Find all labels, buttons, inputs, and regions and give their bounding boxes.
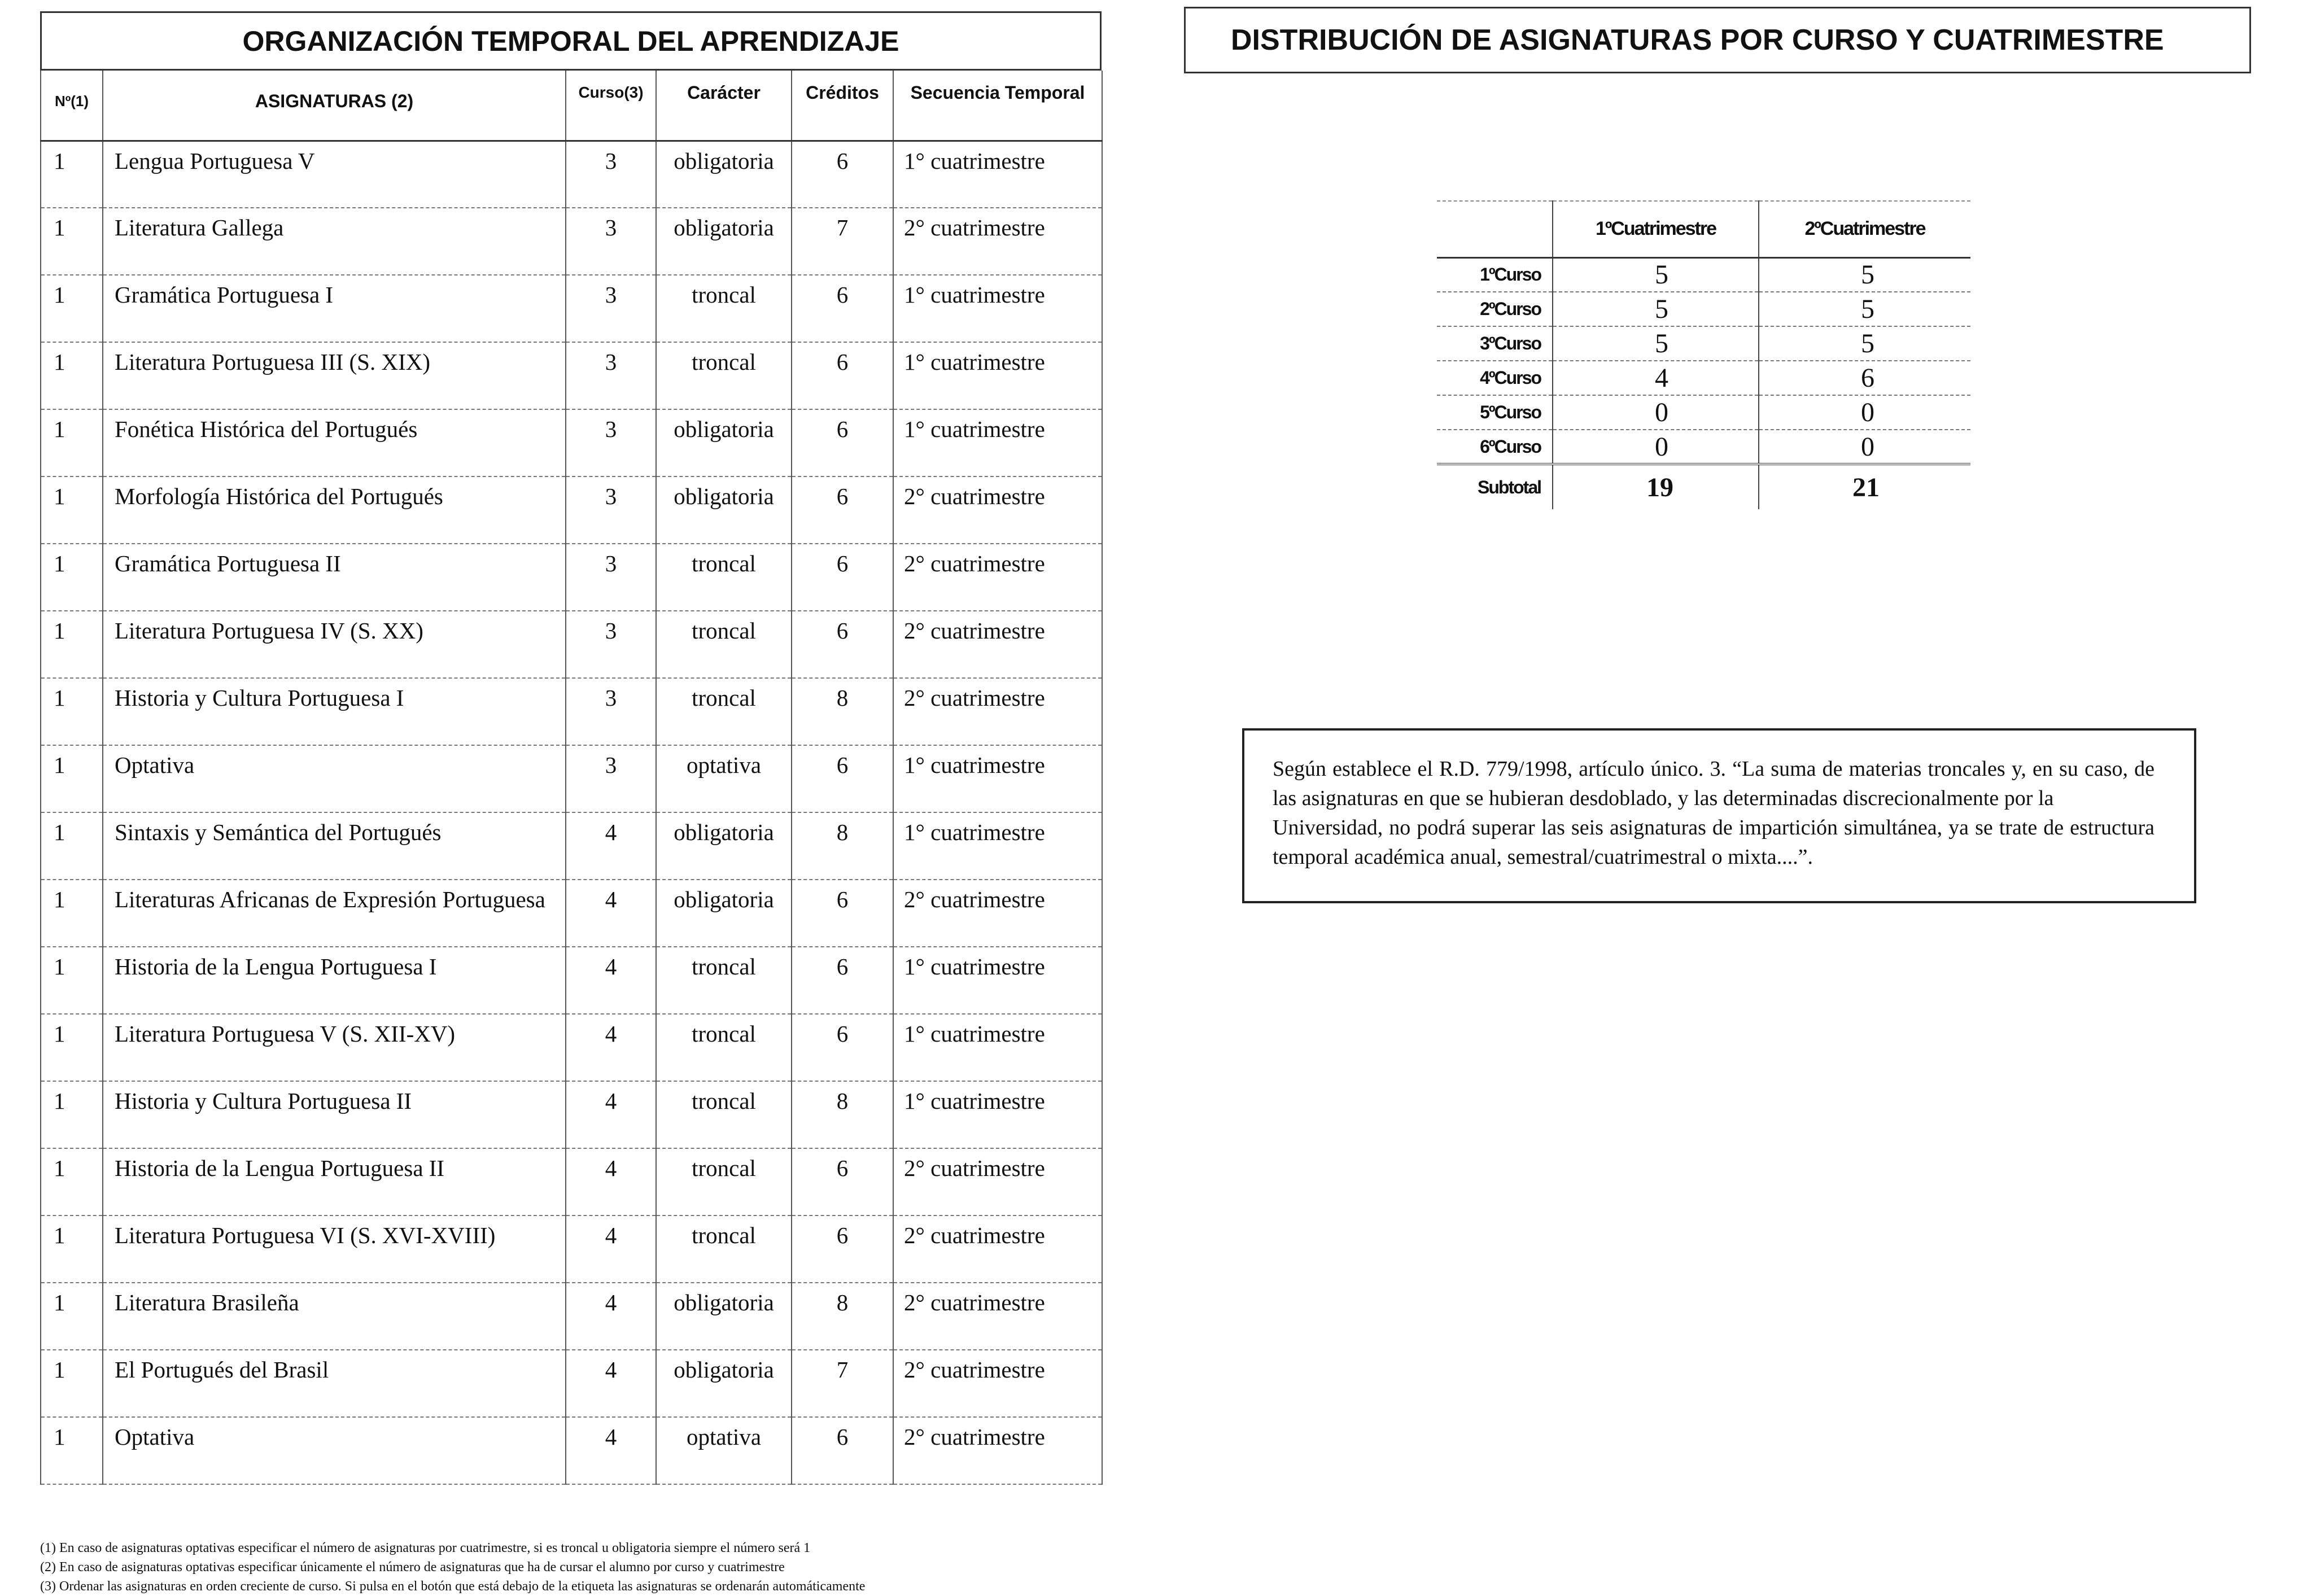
subject-number: 1 [41, 1283, 103, 1350]
subject-number: 1 [41, 611, 103, 678]
summary-row [1437, 395, 1970, 430]
footnote-2: (2) En caso de asignaturas optativas especificar únicamente el número de asignaturas que ha de cursar el alumno por curso y cuatrimestre [40, 1560, 785, 1575]
subject-secuencia: 2° cuatrimestre [893, 476, 1102, 544]
subject-creditos: 6 [792, 745, 893, 812]
subject-caracter: obligatoria [656, 208, 792, 275]
subject-caracter: obligatoria [656, 1283, 792, 1350]
subject-creditos: 6 [792, 476, 893, 544]
subject-secuencia: 1° cuatrimestre [893, 947, 1102, 1014]
summary-cuatrimestre-2: 0 [1759, 395, 1970, 430]
subject-row [41, 544, 1102, 611]
subject-caracter: obligatoria [656, 141, 792, 208]
header-curso: Curso(3) [566, 71, 656, 141]
summary-cuatrimestre-2: 5 [1759, 257, 1970, 292]
subject-caracter: obligatoria [656, 409, 792, 476]
subject-caracter: obligatoria [656, 880, 792, 947]
subject-row [41, 880, 1102, 947]
subject-creditos: 6 [792, 544, 893, 611]
footnotes [40, 1538, 1169, 1596]
subject-curso: 3 [566, 611, 656, 678]
summary-row [1437, 292, 1970, 326]
summary-header-cuatrimestre-1: 1ºCuatrimestre [1553, 201, 1759, 257]
subjects-table [40, 71, 1103, 1485]
subject-caracter: troncal [656, 1148, 792, 1215]
subtotal-cuatrimestre-1: 19 [1553, 464, 1759, 509]
subject-secuencia: 1° cuatrimestre [893, 1081, 1102, 1148]
subject-number: 1 [41, 1081, 103, 1148]
summary-row [1437, 361, 1970, 395]
subject-row [41, 476, 1102, 544]
subject-row [41, 208, 1102, 275]
subject-row [41, 1283, 1102, 1350]
subject-creditos: 6 [792, 947, 893, 1014]
subject-curso: 3 [566, 208, 656, 275]
subject-creditos: 8 [792, 812, 893, 880]
subject-caracter: optativa [656, 745, 792, 812]
subject-number: 1 [41, 275, 103, 342]
subject-number: 1 [41, 947, 103, 1014]
subject-number: 1 [41, 544, 103, 611]
subject-curso: 3 [566, 275, 656, 342]
subject-caracter: troncal [656, 1081, 792, 1148]
subject-secuencia: 2° cuatrimestre [893, 208, 1102, 275]
summary-corner [1437, 201, 1553, 257]
summary-row-label: 1ºCurso [1437, 257, 1553, 292]
summary-cuatrimestre-1: 5 [1553, 326, 1759, 361]
subject-curso: 3 [566, 141, 656, 208]
subject-number: 1 [41, 880, 103, 947]
subject-name: Fonética Histórica del Portugués [103, 409, 566, 476]
subject-creditos: 6 [792, 611, 893, 678]
summary-cuatrimestre-2: 5 [1759, 326, 1970, 361]
subject-creditos: 6 [792, 409, 893, 476]
subject-name: Literatura Gallega [103, 208, 566, 275]
subject-creditos: 8 [792, 1081, 893, 1148]
summary-cuatrimestre-1: 0 [1553, 395, 1759, 430]
footnote-1: (1) En caso de asignaturas optativas especificar el número de asignaturas por cuatrimestre, si es troncal u obligatoria siempre el número será 1 [40, 1541, 811, 1555]
subject-caracter: optativa [656, 1417, 792, 1484]
subject-caracter: troncal [656, 544, 792, 611]
subject-creditos: 6 [792, 1417, 893, 1484]
summary-cuatrimestre-1: 5 [1553, 292, 1759, 326]
subject-caracter: obligatoria [656, 1350, 792, 1417]
subject-row [41, 1081, 1102, 1148]
subject-secuencia: 2° cuatrimestre [893, 1283, 1102, 1350]
subject-row [41, 1148, 1102, 1215]
subject-number: 1 [41, 409, 103, 476]
subject-secuencia: 1° cuatrimestre [893, 141, 1102, 208]
subject-creditos: 6 [792, 880, 893, 947]
summary-row-label: 5ºCurso [1437, 395, 1553, 430]
subject-number: 1 [41, 1215, 103, 1283]
subject-number: 1 [41, 745, 103, 812]
subject-curso: 4 [566, 1014, 656, 1081]
subject-curso: 4 [566, 1283, 656, 1350]
subject-secuencia: 1° cuatrimestre [893, 342, 1102, 409]
subject-secuencia: 2° cuatrimestre [893, 1148, 1102, 1215]
subject-curso: 3 [566, 409, 656, 476]
note-text-line-2: Universidad, no podrá superar las seis asignaturas de impartición simultánea, ya se trate de estructura temporal académica anual, semestral/cuatrimestral o mixta....”. [1273, 816, 2155, 869]
subject-row [41, 1417, 1102, 1484]
subject-creditos: 7 [792, 1350, 893, 1417]
summary-header-row [1437, 201, 1970, 257]
subject-secuencia: 2° cuatrimestre [893, 1350, 1102, 1417]
subject-name: Literatura Portuguesa VI (S. XVI-XVIII) [103, 1215, 566, 1283]
header-asignaturas: ASIGNATURAS (2) [103, 71, 566, 141]
left-table-title: ORGANIZACIÓN TEMPORAL DEL APRENDIZAJE [40, 11, 1102, 71]
subject-row [41, 812, 1102, 880]
subject-caracter: obligatoria [656, 812, 792, 880]
right-section-title: DISTRIBUCIÓN DE ASIGNATURAS POR CURSO Y CUATRIMESTRE [1184, 7, 2251, 73]
summary-row [1437, 430, 1970, 464]
subject-curso: 4 [566, 1081, 656, 1148]
subject-row [41, 611, 1102, 678]
subject-secuencia: 2° cuatrimestre [893, 678, 1102, 745]
subject-secuencia: 2° cuatrimestre [893, 544, 1102, 611]
subject-row [41, 947, 1102, 1014]
subject-curso: 4 [566, 1215, 656, 1283]
subject-caracter: troncal [656, 947, 792, 1014]
footnote-3: (3) Ordenar las asignaturas en orden creciente de curso. Si pulsa en el botón que está debajo de la etiqueta las asignaturas se ordenarán automáticamente [40, 1579, 866, 1594]
subject-creditos: 6 [792, 141, 893, 208]
header-caracter: Carácter [656, 71, 792, 141]
subject-caracter: troncal [656, 342, 792, 409]
subject-creditos: 6 [792, 1215, 893, 1283]
subject-creditos: 6 [792, 342, 893, 409]
subject-secuencia: 1° cuatrimestre [893, 409, 1102, 476]
subject-curso: 4 [566, 1350, 656, 1417]
summary-cuatrimestre-1: 5 [1553, 257, 1759, 292]
subject-creditos: 6 [792, 275, 893, 342]
subject-name: Historia y Cultura Portuguesa II [103, 1081, 566, 1148]
subject-name: El Portugués del Brasil [103, 1350, 566, 1417]
subject-curso: 4 [566, 1417, 656, 1484]
subject-caracter: troncal [656, 678, 792, 745]
subject-secuencia: 2° cuatrimestre [893, 1215, 1102, 1283]
subject-creditos: 8 [792, 1283, 893, 1350]
summary-row-label: 2ºCurso [1437, 292, 1553, 326]
subject-name: Lengua Portuguesa V [103, 141, 566, 208]
subject-name: Gramática Portuguesa I [103, 275, 566, 342]
subject-row [41, 745, 1102, 812]
regulation-note-box [1242, 728, 2196, 903]
subject-secuencia: 2° cuatrimestre [893, 1417, 1102, 1484]
subject-caracter: troncal [656, 1014, 792, 1081]
subject-secuencia: 1° cuatrimestre [893, 812, 1102, 880]
subject-number: 1 [41, 141, 103, 208]
subject-curso: 4 [566, 812, 656, 880]
summary-row-label: 4ºCurso [1437, 361, 1553, 395]
note-text-line-1: Según establece el R.D. 779/1998, artículo único. 3. “La suma de materias troncales y, en su caso, de las asignaturas en que se hubieran desdoblado, y las determinadas discrecionalmente por la [1273, 757, 2155, 810]
subject-creditos: 7 [792, 208, 893, 275]
summary-row-label: 3ºCurso [1437, 326, 1553, 361]
subject-number: 1 [41, 1417, 103, 1484]
subject-caracter: troncal [656, 611, 792, 678]
subject-creditos: 8 [792, 678, 893, 745]
subject-name: Historia y Cultura Portuguesa I [103, 678, 566, 745]
summary-subtotal-row [1437, 464, 1970, 509]
subject-number: 1 [41, 1148, 103, 1215]
summary-cuatrimestre-2: 0 [1759, 430, 1970, 464]
subject-name: Literatura Portuguesa IV (S. XX) [103, 611, 566, 678]
subject-name: Literaturas Africanas de Expresión Portuguesa [103, 880, 566, 947]
subject-name: Sintaxis y Semántica del Portugués [103, 812, 566, 880]
subject-curso: 3 [566, 678, 656, 745]
subject-name: Literatura Portuguesa III (S. XIX) [103, 342, 566, 409]
subject-curso: 3 [566, 544, 656, 611]
subject-creditos: 6 [792, 1148, 893, 1215]
subject-curso: 4 [566, 947, 656, 1014]
subject-name: Literatura Brasileña [103, 1283, 566, 1350]
subject-secuencia: 2° cuatrimestre [893, 611, 1102, 678]
subject-number: 1 [41, 208, 103, 275]
subtotal-label: Subtotal [1437, 464, 1553, 509]
header-secuencia: Secuencia Temporal [893, 71, 1102, 141]
subject-number: 1 [41, 1014, 103, 1081]
summary-cuatrimestre-2: 5 [1759, 292, 1970, 326]
subject-name: Morfología Histórica del Portugués [103, 476, 566, 544]
subject-name: Optativa [103, 745, 566, 812]
subject-number: 1 [41, 812, 103, 880]
subject-curso: 4 [566, 1148, 656, 1215]
subject-name: Historia de la Lengua Portuguesa II [103, 1148, 566, 1215]
subject-secuencia: 1° cuatrimestre [893, 275, 1102, 342]
summary-row [1437, 257, 1970, 292]
subject-name: Gramática Portuguesa II [103, 544, 566, 611]
subject-row [41, 678, 1102, 745]
summary-row [1437, 326, 1970, 361]
subject-secuencia: 1° cuatrimestre [893, 745, 1102, 812]
subject-row [41, 275, 1102, 342]
subject-secuencia: 1° cuatrimestre [893, 1014, 1102, 1081]
summary-cuatrimestre-1: 0 [1553, 430, 1759, 464]
subject-caracter: troncal [656, 1215, 792, 1283]
subject-number: 1 [41, 342, 103, 409]
header-num: Nº(1) [41, 71, 103, 141]
subject-creditos: 6 [792, 1014, 893, 1081]
subject-name: Literatura Portuguesa V (S. XII-XV) [103, 1014, 566, 1081]
subject-curso: 3 [566, 342, 656, 409]
subject-secuencia: 2° cuatrimestre [893, 880, 1102, 947]
distribution-summary-table [1437, 200, 1970, 509]
subject-caracter: troncal [656, 275, 792, 342]
header-creditos: Créditos [792, 71, 893, 141]
subject-number: 1 [41, 678, 103, 745]
subtotal-cuatrimestre-2: 21 [1759, 464, 1970, 509]
subject-curso: 3 [566, 745, 656, 812]
summary-cuatrimestre-1: 4 [1553, 361, 1759, 395]
subject-name: Historia de la Lengua Portuguesa I [103, 947, 566, 1014]
subject-row [41, 1215, 1102, 1283]
summary-header-cuatrimestre-2: 2ºCuatrimestre [1759, 201, 1970, 257]
subjects-header-row [41, 71, 1102, 141]
subject-row [41, 409, 1102, 476]
subject-name: Optativa [103, 1417, 566, 1484]
subject-curso: 4 [566, 880, 656, 947]
summary-cuatrimestre-2: 6 [1759, 361, 1970, 395]
subject-curso: 3 [566, 476, 656, 544]
subject-row [41, 1350, 1102, 1417]
subject-caracter: obligatoria [656, 476, 792, 544]
subject-number: 1 [41, 1350, 103, 1417]
subject-row [41, 342, 1102, 409]
subject-row [41, 1014, 1102, 1081]
subject-row [41, 141, 1102, 208]
subject-number: 1 [41, 476, 103, 544]
summary-row-label: 6ºCurso [1437, 430, 1553, 464]
